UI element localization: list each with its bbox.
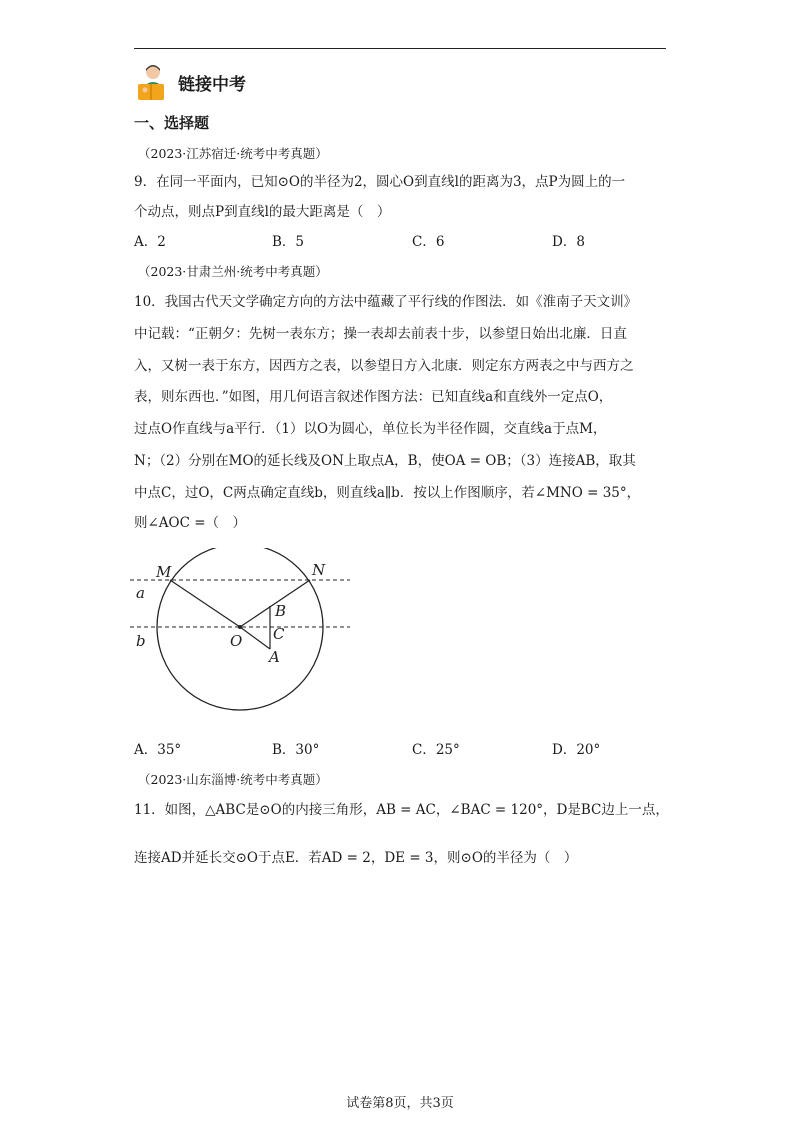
student-reading-icon bbox=[134, 62, 170, 102]
label-o: O bbox=[230, 632, 243, 650]
label-n: N bbox=[312, 561, 326, 579]
circle-parallel-lines-diagram bbox=[130, 548, 360, 728]
question-text-line: 中记载：“正朝夕：先树一表东方；操一表却去前表十步，以参望日始出北廉．日直 bbox=[134, 326, 627, 342]
label-b-line: b bbox=[136, 632, 146, 650]
top-rule bbox=[134, 48, 666, 49]
question-text-line: 连接AD并延长交⊙O于点E．若AD = 2，DE = 3，则⊙O的半径为（ ） bbox=[134, 850, 578, 866]
question-source: （2023·山东淄博·统考中考真题） bbox=[138, 772, 328, 787]
label-b-point: B bbox=[275, 602, 287, 620]
page-footer: 试卷第8页，共3页 bbox=[346, 1096, 454, 1111]
option-b: B．5 bbox=[272, 234, 305, 250]
label-c: C bbox=[273, 625, 285, 643]
segment-mo bbox=[170, 580, 240, 627]
question-text-line: 入，又树一表于东方，因西方之表，以参望日方入北康．则定东方两表之中与西方之 bbox=[134, 358, 634, 374]
question-text-line: 则∠AOC =（ ） bbox=[134, 515, 247, 531]
option-b: B．30° bbox=[272, 742, 320, 758]
question-source: （2023·江苏宿迁·统考中考真题） bbox=[138, 146, 328, 161]
label-m: M bbox=[156, 563, 172, 581]
option-c: C．6 bbox=[412, 234, 445, 250]
question-text-line: 中点C，过O，C两点确定直线b，则直线a∥b．按以上作图顺序，若∠MNO = 35°， bbox=[134, 485, 641, 501]
option-a: A．2 bbox=[134, 234, 166, 250]
section-header bbox=[134, 62, 246, 102]
question-text-line: N；（2）分别在MO的延长线及ON上取点A，B，使OA = OB；（3）连接AB，取其 bbox=[134, 453, 636, 469]
part-title: 一、选择题 bbox=[134, 114, 210, 132]
geometry-figure bbox=[130, 548, 360, 728]
option-d: D．8 bbox=[552, 234, 585, 250]
label-a-point: A bbox=[269, 648, 280, 666]
question-text-line: 9．在同一平面内，已知⊙O的半径为2，圆心O到直线l的距离为3，点P为圆上的一 bbox=[134, 174, 626, 190]
question-text-line: 11．如图，△ABC是⊙O的内接三角形，AB = AC，∠BAC = 120°，D是BC边上一点， bbox=[134, 802, 669, 818]
question-text-line: 个动点，则点P到直线l的最大距离是（ ） bbox=[134, 204, 391, 220]
section-title: 链接中考 bbox=[178, 74, 246, 95]
segment-oa bbox=[240, 627, 270, 649]
option-d: D．20° bbox=[552, 742, 601, 758]
question-text-line: 过点O作直线与a平行．（1）以O为圆心，单位长为半径作圆，交直线a于点M， bbox=[134, 421, 607, 437]
question-source: （2023·甘肃兰州·统考中考真题） bbox=[138, 264, 328, 279]
option-c: C．25° bbox=[412, 742, 460, 758]
label-a-line: a bbox=[136, 584, 145, 602]
option-a: A．35° bbox=[134, 742, 182, 758]
point-o bbox=[238, 625, 242, 629]
question-text-line: 表，则东西也．”如图，用几何语言叙述作图方法：已知直线a和直线外一定点O， bbox=[134, 389, 613, 405]
question-text-line: 10．我国古代天文学确定方向的方法中蕴藏了平行线的作图法．如《淮南子天文训》 bbox=[134, 294, 638, 310]
